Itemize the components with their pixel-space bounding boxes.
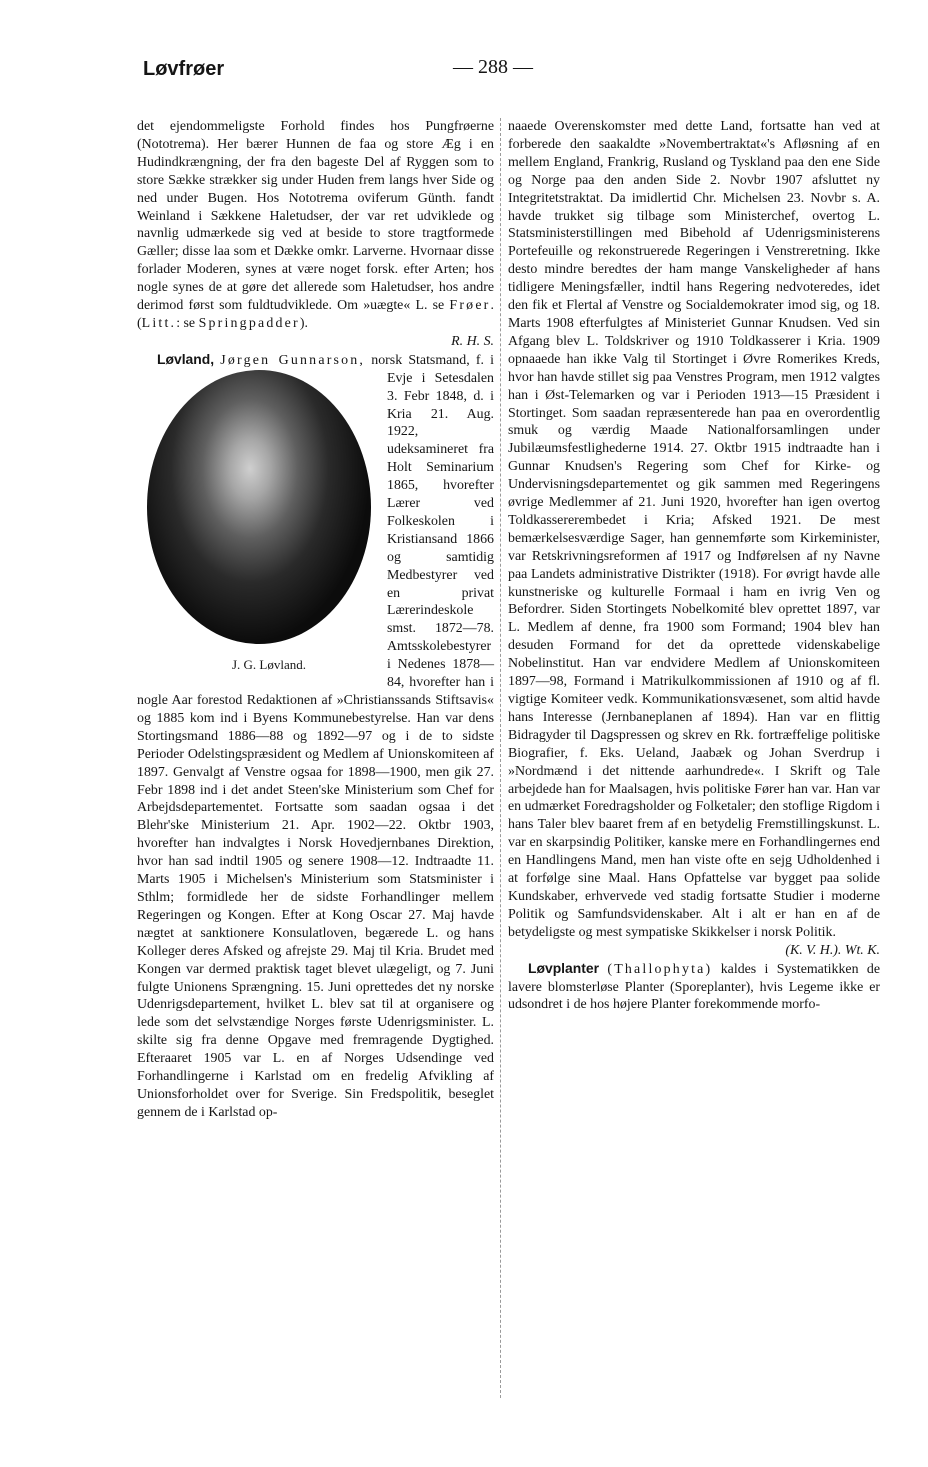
running-title: Løvfrøer (143, 58, 225, 80)
entry-headword: Løvland, (157, 350, 215, 367)
portrait-figure (137, 370, 381, 676)
author-signature: R. H. S. (451, 333, 494, 349)
crossref-springpadder: Springpadder (198, 315, 300, 331)
page-number: — 288 — (453, 56, 533, 78)
entry-lovplanter: Løvplanter (Thallophyta) kaldes i Systematikken de lavere blomsterløse Planter (Sporeplanter), hvis Legeme ikke er udsondret i de hos højere Planter forekommende morfo- (508, 959, 880, 1013)
portrait-caption: J. G. Løvland. (231, 656, 307, 672)
left-column (137, 118, 494, 1122)
crossref-froer: Frøer (449, 298, 491, 314)
paragraph-nototrema: det ejendommeligste Forhold findes hos Pungfrøerne (Nototrema). Her bærer Hunnen de faa og store Æg i en Hudindkrængning, der fra den bageste Del af Ryggen som to store Sække strækker sig under Huden frem langs hver Side og ned under Bugen. Hos Nototrema oviferum Günth. fandt Weinland i Sækkene Haletudser, der var ret udviklede og navnlig udmærkede sig ved at beside to store tragtformede Gæller; disse laa som et Dække omkr. Larverne. Hvornaar disse forlader Moderen, synes at være noget forsk. efter Arten; hos nogle synes de at gøre det allerede som Haletudser, hos andre derimod først som fuldtudviklede. Om »uægte« L. se Frøer. (Litt.: se Springpadder). (137, 119, 494, 331)
paragraph-continuation: naaede Overenskomster med dette Land, fortsatte han ved at forberede den saakaldte »Novembertraktat«'s Afløsning af en mellem England, Frankrig, Rusland og Tyskland paa den ene Side og Norge paa den anden Side 2. Novbr 1907 afsluttet ny Integritetstraktat. Da imidlertid Chr. Michelsen 23. Novbr s. A. havde trukket sig tilbage som Ministerchef, overtog L. Statsministerstillingen med Bibehold af Udenrigsministerens Portefeuille og rekonstruerede Regeringen i Venstreretning. Ikke desto mindre beredtes der ham mange Vanskeligheder af hans tidligere Meningsfæller, indtil hans Regering nedvoteredes, idet den fik et Flertal af Venstre og Socialdemokrater imod sig, og 18. Marts 1908 efterfulgtes af Ministeriet Gunnar Knudsen. Ved sin Afgang blev L. Toldskriver og 1910 Toldkasserer i Kria. 1909 opnaaede han ikke Valg til Stortinget i Øvre Romerikes Kreds, hvor han havde stillet sig paa Venstres Program, men 1912 valgtes han i Øst-Telemarken og var i Perioden 1913—15 Præsident i Stortinget. Som saadan repræsenterede han paa en overordentlig smuk og værdig Maade Nationalforsamlingen under Jubilæumsfestlighederne 1914. 27. Oktbr 1915 indtraadte han i Gunnar Knudsen's Regering som Chef for Kirke- og Undervisningsdepartementet og gik sammen med Regeringens øvrige Medlemmer af 21. Juni 1920, hvorefter han igen overtog Toldkassererembedet i Kria; Afsked 1921. De mest bemærkelsesværdige Sager, han gennemførte som Kirkeminister, var Retskrivningsreformen af 1917 og Indførelsen af ny Navne paa Landets administrative Distrikter (1918). For øvrigt havde alle kunstneriske og kulturelle Formaal i ham en ivrig Ven og Befordrer. Siden Stortingets Nobelkomité blev oprettet 1897, var L. Medlem af denne, fra 1900 som Formand; 1904 blev han desuden Formand for det da oprettede videnskabelige Nobelinstitut. Han var endvidere Medlem af Unionskomiteen 1897—98, Formand i Matrikulkommissionen af 1910 og af fl. vigtige Komiteer vedk. Kommunikationsvæsenet, som altid havde hans Interesse (Jernbaneplanen af 1894). Han var en flittig Bidragyder til Dagspressen og skrev en Rk. fortræffelige politiske Biografier, f. Eks. Ueland, Jaabæk og Johan Sverdrup i »Nordmænd i det nittende aarhundrede«. I Skrift og Tale arbejdede han for Maalsagen, hvis politiske Fører han var. Han var en udmærket Foredragsholder og Folketaler; den stoflige Rigdom i hans Taler blev baaret frem af en betydelig Fremstillingskunst. L. var en skarpsindig Politiker, kanske mere en Forhandlingernes end en Handlingens Mand, men han viste ofte en sejg Udholdenhed i at forfølge sine Maal. Hans Opfattelse var bygget paa solide Kundskaber, erhvervede ved stadig fortsatte Studier i moderne Politik og Samfundsvidenskaber. Alt i alt er han en af de betydeligste og mest sympatiske Skikkelser i norsk Politik. (K. V. H.). Wt. K. (508, 119, 880, 958)
entry-headword: Løvplanter (528, 959, 600, 976)
column-divider (500, 118, 501, 1398)
portrait-photo (147, 370, 371, 644)
entry-lovland: Løvland, Jørgen Gunnarson, J. G. Løvland. norsk Statsmand, f. i Evje i Setesdalen 3. Febr 1848, d. i Kria 21. Aug. 1922, udeksamineret fra Holt Seminarium 1865, hvorefter Lærer ved Folkeskolen i Kristiansand 1866 og samtidig Medbestyrer ved en privat Lærerindeskole smst. 1872—78. Amtsskolebestyrer i Nedenes 1878—84, hvorefter han i nogle Aar forestod Redaktionen af »Christianssands Stiftsavis« og 1885 kom ind i Byens Kommunebestyrelse. Han var dens Stortingsmand 1886—88 og 1892—97 og i de to sidste Perioder Odelstingspræsident og Medlem af Unionskomiteen af 1897. Genvalgt af Venstre ogsaa for 1898—1900, men gik 27. Febr 1898 ind i det andet Steen'ske Ministerium som Chef for Arbejdsdepartementet. Fortsatte som saadan ogsaa i det Blehr'ske Ministerium 21. Apr. 1902—22. Oktbr 1903, hvorefter han indvalgtes i Norsk Hovedjernbanes Direktion, hvor han sad indtil 1905 og senere 1908—12. Indtraadte 11. Marts 1905 i Michelsen's Ministerium som Statsminister i Sthlm; formidlede her de sidste Forhandlinger mellem Regeringen og Kongen. Efter at Kong Oscar 27. Maj havde nægtet at sanktionere Konsulatloven, begærede L. og hans Kolleger deres Afsked og afrejste 29. Maj til Kria. Brudet med Kongen var dermed praktisk taget blevet ulægeligt, og 7. Juni fulgte Unionens Sprængning. 15. Juni oprettedes det ny norske Udenrigsdepartement, hvilket L. blev sat til at organisere og lede som det selvstændige Norges første Udenrigsminister. L. skilte sig fra denne Opgave med fremragende Dygtighed. Efteraaret 1905 var L. en af Norges Udsendinge ved Forhandlingerne i Karlstad om en fredelig Afvikling af Unionsforholdet over for Sverige. Sin Fredspolitik, beseglet gennem de i Karlstad op- (137, 350, 494, 1120)
page-header (143, 58, 783, 88)
author-signature: (K. V. H.). Wt. K. (785, 942, 880, 958)
literature-label: Litt. (141, 315, 177, 331)
entry-given-names: Jørgen Gunnarson, (220, 352, 366, 368)
right-column (508, 118, 880, 1014)
entry-latin-name: (Thallophyta) (607, 961, 713, 977)
